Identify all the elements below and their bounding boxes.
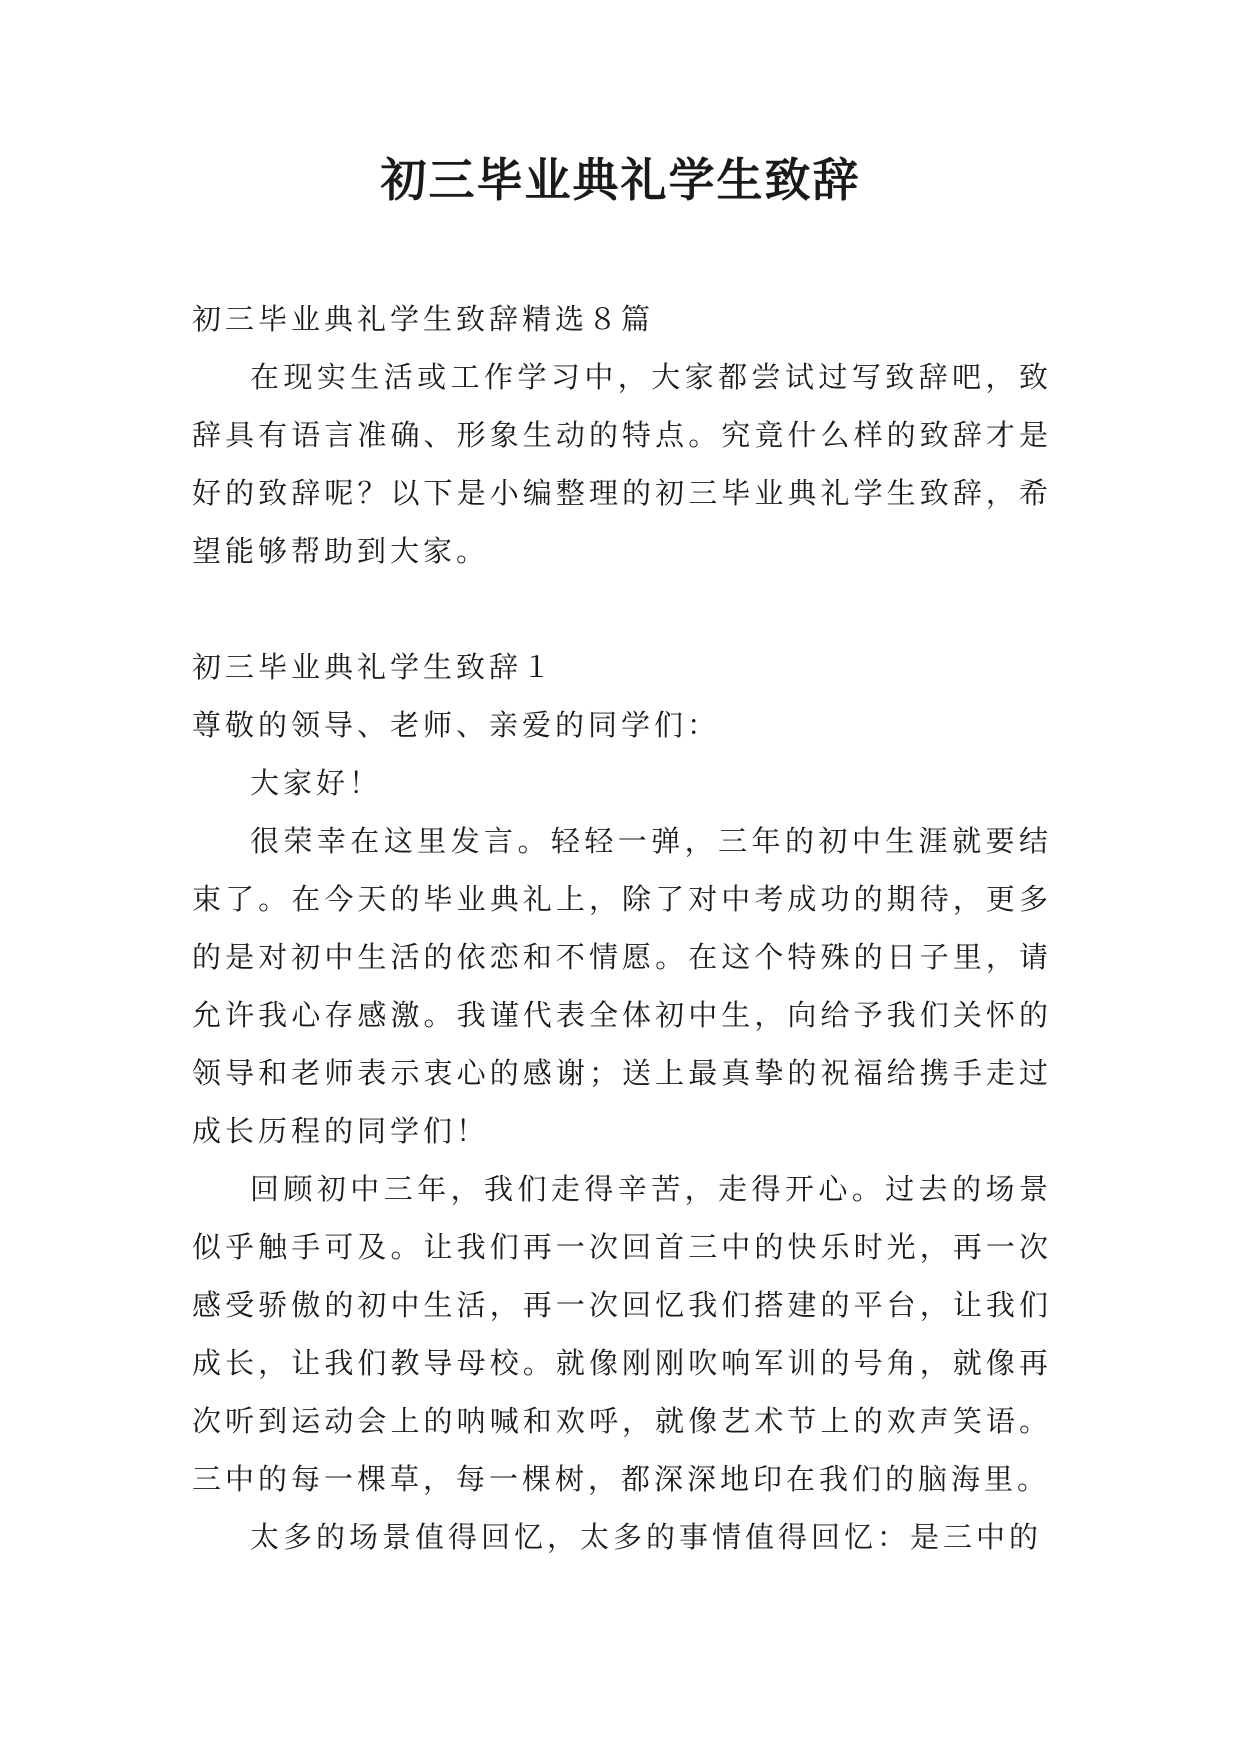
greeting: 大家好！: [250, 766, 383, 800]
section-heading: 初三毕业典礼学生致辞１: [192, 650, 556, 684]
document-subtitle: 初三毕业典礼学生致辞精选８篇: [192, 302, 655, 336]
document-title: 初三毕业典礼学生致辞: [380, 153, 861, 207]
salutation: 尊敬的领导、老师、亲爱的同学们：: [192, 708, 721, 742]
body-paragraph: 回顾初中三年，我们走得辛苦，走得开心。过去的场景似乎触手可及。让我们再一次回首三中的快乐时光，再一次感受骄傲的初中生活，再一次回忆我们搭建的平台，让我们成长，让我们教导母校。就像刚刚吹响军训的号角，就像再次听到运动会上的呐喊和欢呼，就像艺术节上的欢声笑语。三中的每一棵草，每一棵树，都深深地印在我们的脑海里。: [192, 1172, 1052, 1496]
intro-paragraph: 在现实生活或工作学习中，大家都尝试过写致辞吧，致辞具有语言准确、形象生动的特点。究竟什么样的致辞才是好的致辞呢？以下是小编整理的初三毕业典礼学生致辞，希望能够帮助到大家。: [192, 360, 1052, 568]
body-paragraph: 很荣幸在这里发言。轻轻一弹，三年的初中生涯就要结束了。在今天的毕业典礼上，除了对中考成功的期待，更多的是对初中生活的依恋和不情愿。在这个特殊的日子里，请允许我心存感激。我谨代表全体初中生，向给予我们关怀的领导和老师表示衷心的感谢；送上最真挚的祝福给携手走过成长历程的同学们！: [192, 824, 1052, 1148]
section-spacer: [192, 580, 1052, 638]
document-body: [192, 290, 1052, 1566]
body-paragraph: 太多的场景值得回忆，太多的事情值得回忆：是三中的: [250, 1520, 1043, 1554]
